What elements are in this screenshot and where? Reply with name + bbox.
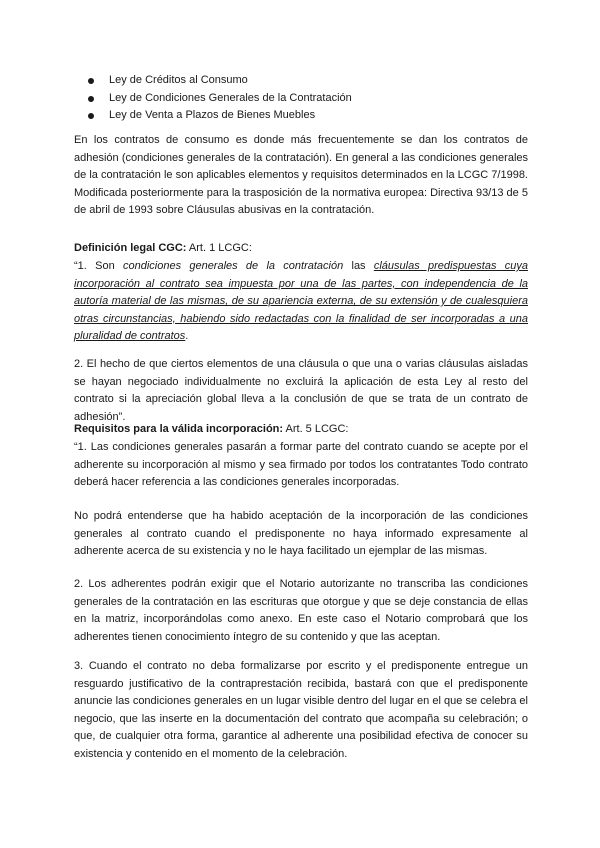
section-heading-requirements [74,421,528,439]
article-1-p1-mid: las [343,260,374,272]
article-1-term: condiciones generales de la contratación [122,260,344,272]
list-item-text: Ley de Condiciones Generales de la Contratación [109,91,352,104]
article-5-paragraph-1: “1. Las condiciones generales pasarán a formar parte del contrato cuando se acepte por el adherente su incorporación al mismo y sea firmado por todos los contratantes Todo contrato deberá hacer referencia a las condiciones generales incorporadas. [74,441,528,488]
bullet-icon [88,78,94,84]
list-item-text: Ley de Venta a Plazos de Bienes Muebles [109,109,316,121]
list-item-text: Ley de Créditos al Consumo [109,74,248,86]
section-article-ref: Art. 1 LCGC: [188,242,252,254]
article-1-p1-start: “1. Son [74,260,123,272]
article-1-definition: cláusulas predispuestas cuya incorporación al contrato sea impuesta por una de las partes, con independencia de la autoría material de las mismas, de su apariencia externa, de su extensión y de cualesquiera otras circunstancias, habiendo sido redactadas con la finalidad de ser incorporadas a una pluralidad de contratos [74,260,528,342]
section-heading-title: Requisitos para la válida incorporación: [74,423,284,435]
list-item [88,90,352,108]
article-5-paragraph-4: 3. Cuando el contrato no deba formalizarse por escrito y el predisponente entregue un resguardo justificativo de la contraprestación recibida, bastará con que el predisponente anuncie las condiciones generales en un lugar visible dentro del lugar en el que se celebra el negocio, que las inserte en la documentación del contrato que acompaña su celebración; o que, de cualquier otra forma, garantice al adherente una posibilidad efectiva de conocer su existencia y contenido en el momento de la celebración. [74,660,528,760]
bullet-icon [88,113,94,119]
article-1-p1-end: . [185,330,189,342]
section-heading-title: Definición legal CGC: [74,242,187,254]
article-1-paragraph-2: 2. El hecho de que ciertos elementos de una cláusula o que una o varias cláusulas aisladas se hayan negociado individualmente no excluirá la aplicación de esta Ley al resto del contrato si la apreciación global lleva a la conclusión de que se trata de un contrato de adhesión”. [74,358,528,423]
section-article-ref: Art. 5 LCGC: [285,423,349,435]
list-item [88,107,352,125]
section-heading-definition [74,240,528,258]
bullet-icon [88,96,94,102]
article-5-paragraph-2: No podrá entenderse que ha habido aceptación de la incorporación de las condiciones generales al contrato cuando el predisponente no haya informado expresamente al adherente acerca de su existencia y no le haya facilitado un ejemplar de las mismas. [74,510,528,557]
law-list [88,72,352,125]
intro-paragraph: En los contratos de consumo es donde más frecuentemente se dan los contratos de adhesión (condiciones generales de la contratación). En general a las condiciones generales de la contratación le son aplicables elementos y requisitos determinados en la LCGC 7/1998. Modificada posteriormente para la trasposición de la normativa europea: Directiva 93/13 de 5 de abril de 1993 sobre Cláusulas abusivas en la contratación. [74,134,528,216]
list-item [88,72,352,90]
article-5-paragraph-3: 2. Los adherentes podrán exigir que el Notario autorizante no transcriba las condiciones generales de la contratación en las escrituras que otorgue y que se deje constancia de ellas en la matriz, incorporándolas como anexo. En este caso el Notario comprobará que los adherentes tienen conocimiento íntegro de su contenido y que las aceptan. [74,578,528,643]
article-1-paragraph-1 [74,258,528,346]
